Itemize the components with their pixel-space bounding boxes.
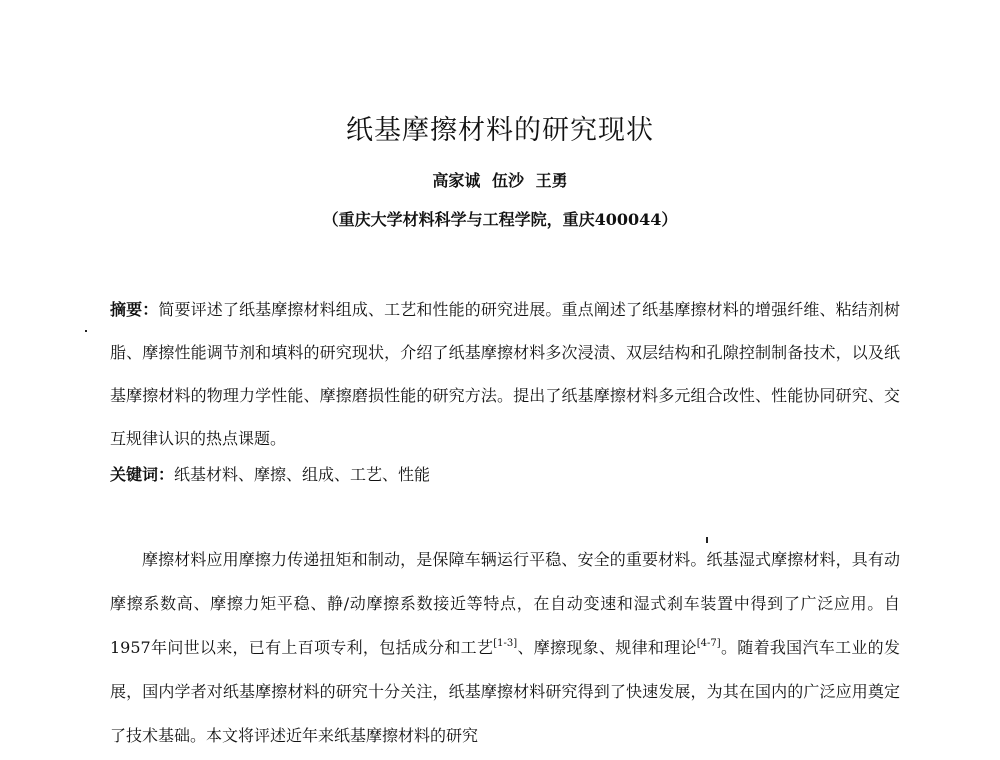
scan-speck <box>85 330 87 332</box>
abstract-text: 简要评述了纸基摩擦材料组成、工艺和性能的研究进展。重点阐述了纸基摩擦材料的增强纤维、粘结剂树脂、摩擦性能调节剂和填料的研究现状，介绍了纸基摩擦材料多次浸渍、双层结构和孔隙控制制备技术，以及纸基摩擦材料的物理力学性能、摩擦磨损性能的研究方法。提出了纸基摩擦材料多元组合改性、性能协同研究、交互规律认识的热点课题。 <box>110 300 900 448</box>
abstract-label: 摘要： <box>110 300 159 319</box>
scan-speck <box>706 537 708 543</box>
body-text-part2: 、摩擦现象、规律和理论 <box>517 638 697 657</box>
keywords <box>110 460 900 490</box>
citation-4-7: [4-7] <box>696 638 721 649</box>
paper-title: 纸基摩擦材料的研究现状 <box>346 115 654 146</box>
body-paragraph <box>110 538 900 758</box>
citation-1-3: [1-3] <box>493 638 518 649</box>
keywords-label: 关键词： <box>110 465 175 484</box>
author-affiliation: （重庆大学材料科学与工程学院，重庆400044） <box>322 210 678 229</box>
body-text-part3: 。随着我国汽车工业的发展，国内学者对纸基摩擦材料的研究十分关注，纸基摩擦材料研究得到了快速发展，为其在国内的广泛应用奠定了技术基础。本文将评述近年来纸基摩擦材料的研究 <box>110 638 900 745</box>
keywords-text: 纸基材料、摩擦、组成、工艺、性能 <box>174 465 431 484</box>
abstract <box>110 288 900 460</box>
author-list: 高家诚 伍沙 王勇 <box>432 171 568 190</box>
body-text-part1: 摩擦材料应用摩擦力传递扭矩和制动，是保障车辆运行平稳、安全的重要材料。纸基湿式摩擦材料，具有动摩擦系数高、摩擦力矩平稳、静/动摩擦系数接近等特点，在自动变速和湿式刹车装置中得到了广泛应用。自1957年问世以来，已有上百项专利，包括成分和工艺 <box>110 550 900 657</box>
